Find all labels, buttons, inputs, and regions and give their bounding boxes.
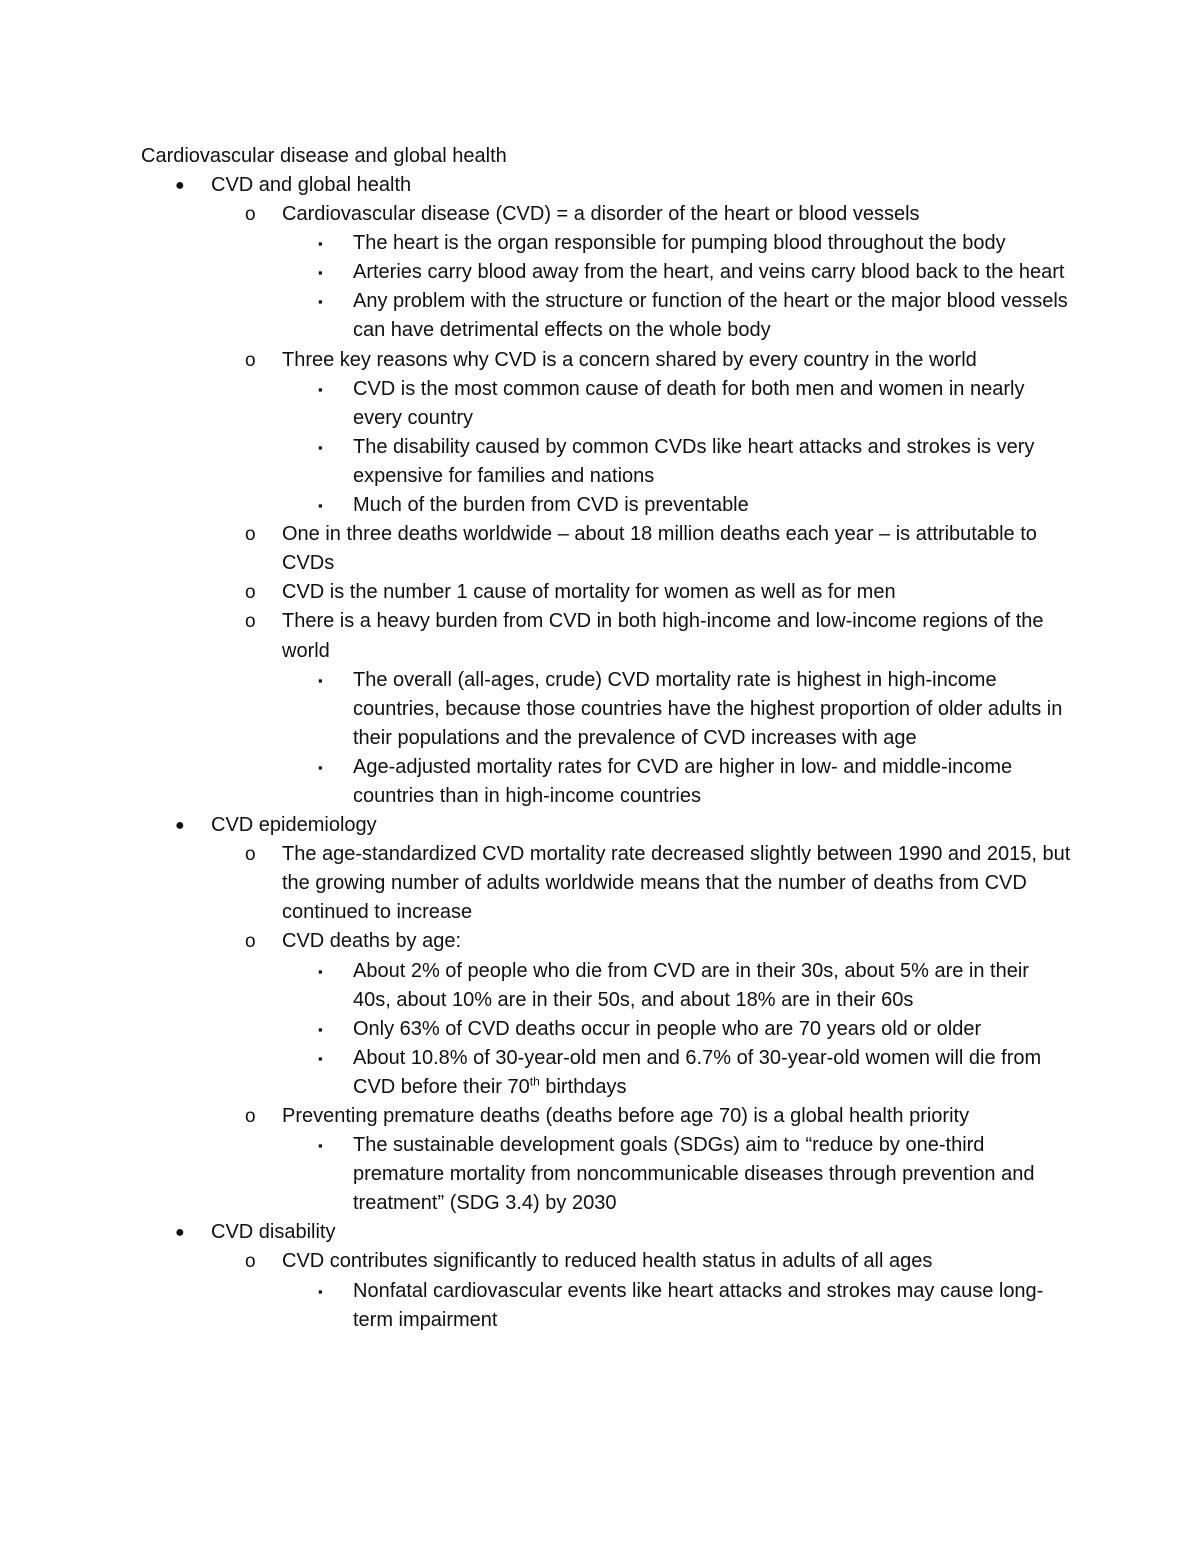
square-bullet-icon: ▪ bbox=[318, 439, 323, 455]
detail-point-text: Much of the burden from CVD is preventable bbox=[353, 494, 749, 517]
detail-point-text: The sustainable development goals (SDGs) aim to “reduce by one-third premature mortality from noncommunicable diseases through prevention and treatment” (SDG 3.4) by 2030 bbox=[353, 1134, 1035, 1215]
detail-point-text: Only 63% of CVD deaths occur in people who are 70 years old or older bbox=[353, 1017, 982, 1040]
sub-point-text: CVD contributes significantly to reduced health status in adults of all ages bbox=[282, 1250, 933, 1273]
detail-point-text: About 2% of people who die from CVD are in their 30s, about 5% are in their 40s, about 10% are in their 50s, and about 18% are in their 60s bbox=[353, 959, 1029, 1011]
detail-point bbox=[318, 1277, 1069, 1335]
sub-point-text: CVD is the number 1 cause of mortality for women as well as for men bbox=[282, 581, 896, 604]
square-bullet-icon: ▪ bbox=[318, 672, 323, 688]
section-heading bbox=[175, 171, 1091, 200]
detail-point-text: CVD is the most common cause of death for both men and women in nearly every country bbox=[353, 377, 1025, 429]
circle-bullet-icon: o bbox=[245, 582, 256, 604]
detail-point bbox=[318, 229, 1069, 258]
section-heading-text: CVD epidemiology bbox=[211, 814, 377, 837]
circle-bullet-icon: o bbox=[245, 611, 256, 633]
sub-point-text: CVD deaths by age: bbox=[282, 930, 461, 953]
sub-point-text: One in three deaths worldwide – about 18 million deaths each year – is attributable to CVDs bbox=[282, 523, 1037, 575]
sub-point bbox=[245, 1102, 1082, 1131]
document-outline bbox=[0, 171, 1200, 1335]
detail-point bbox=[318, 957, 1069, 1015]
square-bullet-icon: ▪ bbox=[318, 1050, 323, 1066]
detail-point bbox=[318, 491, 1069, 520]
square-bullet-icon: ▪ bbox=[318, 294, 323, 310]
circle-bullet-icon: o bbox=[245, 204, 256, 226]
circle-bullet-icon: o bbox=[245, 524, 256, 546]
detail-text-part: birthdays bbox=[539, 1075, 627, 1098]
detail-point-text bbox=[353, 1044, 1069, 1102]
detail-point-text: Nonfatal cardiovascular events like heart attacks and strokes may cause long-term impairment bbox=[353, 1279, 1044, 1331]
sub-point-text: Three key reasons why CVD is a concern shared by every country in the world bbox=[282, 348, 977, 371]
sub-point-text: The age-standardized CVD mortality rate decreased slightly between 1990 and 2015, but the growing number of adults worldwide means that the number of deaths from CVD continued to increase bbox=[282, 843, 1071, 924]
detail-point-text: The overall (all-ages, crude) CVD mortality rate is highest in high-income countries, because those countries have the highest proportion of older adults in their populations and the prevalence of CVD increases with age bbox=[353, 668, 1063, 749]
bullet-icon: ● bbox=[175, 817, 185, 835]
sub-point bbox=[245, 520, 1082, 578]
detail-point-text: Age-adjusted mortality rates for CVD are higher in low- and middle-income countries than in high-income countries bbox=[353, 755, 1013, 807]
circle-bullet-icon: o bbox=[245, 1106, 256, 1127]
detail-point-text: Any problem with the structure or function of the heart or the major blood vessels can have detrimental effects on the whole body bbox=[353, 290, 1068, 342]
detail-point bbox=[318, 1044, 1069, 1102]
detail-point-text: Arteries carry blood away from the heart, and veins carry blood back to the heart bbox=[353, 261, 1065, 284]
detail-point-text: The heart is the organ responsible for pumping blood throughout the body bbox=[353, 232, 1006, 255]
detail-point bbox=[318, 433, 1069, 491]
section-heading bbox=[175, 811, 1091, 840]
document-title: Cardiovascular disease and global health bbox=[141, 145, 507, 167]
section-heading-text: CVD disability bbox=[211, 1221, 336, 1244]
sub-point-text: Preventing premature deaths (deaths before age 70) is a global health priority bbox=[282, 1105, 970, 1127]
detail-point bbox=[318, 287, 1069, 345]
square-bullet-icon: ▪ bbox=[318, 265, 323, 281]
sub-point bbox=[245, 346, 1082, 375]
ordinal-suffix: th bbox=[529, 1074, 540, 1089]
square-bullet-icon: ▪ bbox=[318, 236, 323, 252]
square-bullet-icon: ▪ bbox=[318, 498, 323, 514]
detail-point bbox=[318, 1015, 1069, 1044]
sub-point-text: Cardiovascular disease (CVD) = a disorder of the heart or blood vessels bbox=[282, 203, 920, 226]
circle-bullet-icon: o bbox=[245, 1251, 256, 1273]
sub-point bbox=[245, 840, 1082, 927]
sub-point bbox=[245, 200, 1082, 229]
square-bullet-icon: ▪ bbox=[318, 963, 323, 979]
detail-point bbox=[318, 258, 1069, 287]
detail-point bbox=[318, 1131, 1069, 1218]
detail-point-text: The disability caused by common CVDs like heart attacks and strokes is very expensive for families and nations bbox=[353, 435, 1035, 487]
detail-point bbox=[318, 375, 1069, 433]
square-bullet-icon: ▪ bbox=[318, 1283, 323, 1299]
detail-point bbox=[318, 753, 1069, 811]
square-bullet-icon: ▪ bbox=[318, 1138, 323, 1154]
sub-point bbox=[245, 578, 1082, 607]
sub-point bbox=[245, 607, 1082, 665]
circle-bullet-icon: o bbox=[245, 349, 256, 371]
sub-point-text: There is a heavy burden from CVD in both high-income and low-income regions of the world bbox=[282, 610, 1044, 662]
sub-point bbox=[245, 927, 1082, 956]
circle-bullet-icon: o bbox=[245, 844, 256, 866]
square-bullet-icon: ▪ bbox=[318, 381, 323, 397]
section-heading bbox=[175, 1218, 1091, 1247]
sub-point bbox=[245, 1247, 1082, 1276]
bullet-icon: ● bbox=[175, 1224, 185, 1242]
section-heading-text: CVD and global health bbox=[211, 174, 412, 196]
square-bullet-icon: ▪ bbox=[318, 759, 323, 775]
square-bullet-icon: ▪ bbox=[318, 1021, 323, 1037]
circle-bullet-icon: o bbox=[245, 931, 256, 953]
detail-text-part: About 10.8% of 30-year-old men and 6.7% of 30-year-old women will die from CVD before their 70 bbox=[353, 1046, 1042, 1098]
detail-point bbox=[318, 666, 1069, 753]
bullet-icon: ● bbox=[175, 177, 185, 194]
